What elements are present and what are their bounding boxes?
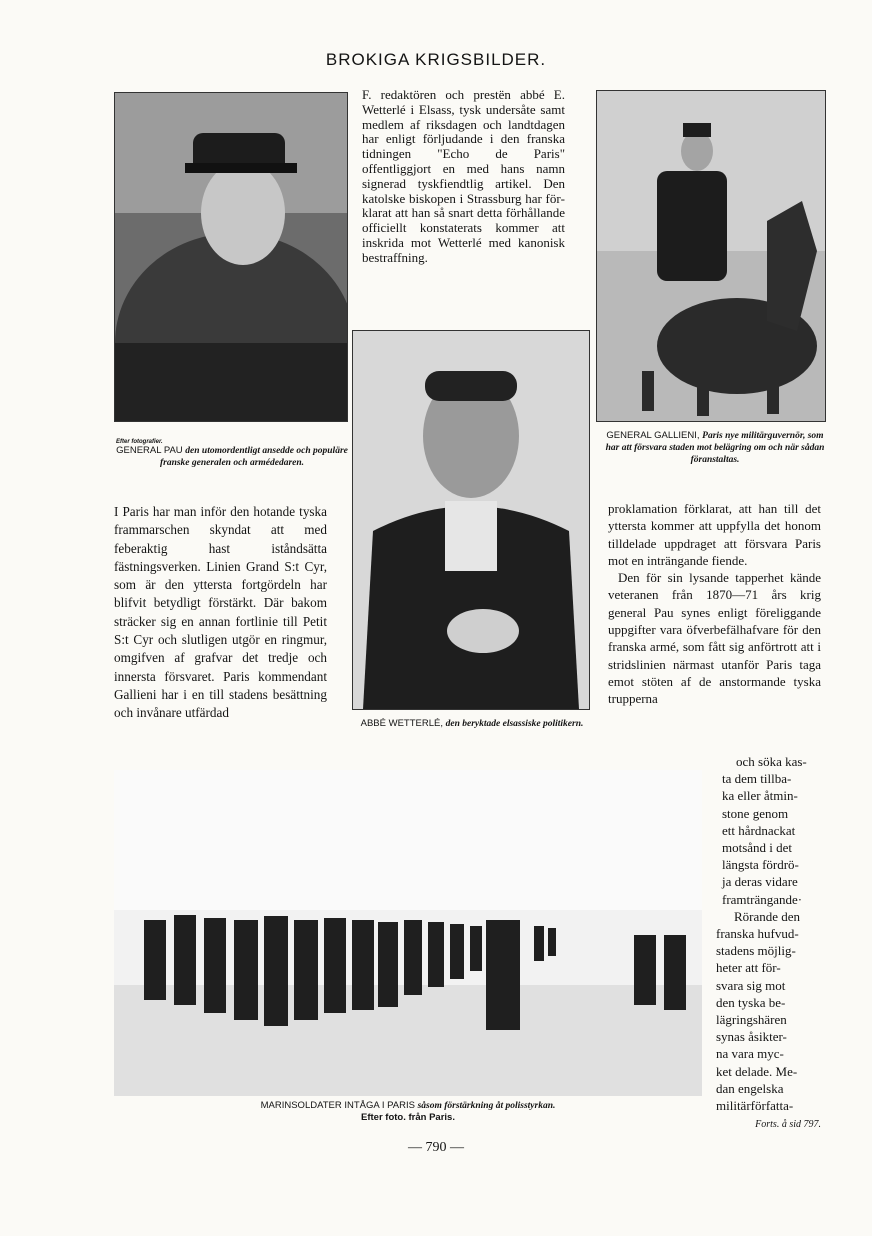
line: ett hårdnackat: [722, 822, 796, 838]
paris-defense-text: I Paris har man inför den hotande tyska frammarschen skyndat att med feberaktig hast iståndsätta fästningsverken. Linien Grand S:t Cyr, som är den yttersta fortgördeln har blifvit betydligt förstärkt. Där bakom sträcker sig en annan fortlinie till Petit S:t Cyr och slutligen utgör en ringmur, omgifven af grafvar det tredje och innersta försvaret. Paris kommendant Gallieni har i en till stadens besättning och invånare utfärdad: [114, 504, 327, 721]
page-title: BROKIGA KRIGSBILDER.: [325, 50, 547, 69]
caption-name: MARINSOLDATER INTÅGA I PARIS: [260, 1100, 415, 1111]
wetterle-article-text: F. redaktören och prestën abbé E. Wetterlé i Elsass, tysk undersåte samt medlem af riksdagen och landtdagen har enligt förljudande i den franska tidningen "Echo de Paris" offentliggjort en med hans namn signerad tyskfiendtlig artikel. Den katolske biskopen i Strassburg har förklarat att han så snart detta förhållande officiellt konstaterats kommer att inskrida mot Wetterlé med kanonisk bestraffning.: [362, 87, 565, 265]
line: ket delade. Me-: [716, 1063, 798, 1079]
caption-abbe-wetterle: [354, 718, 590, 730]
line: lägringshären: [716, 1012, 787, 1028]
line: synas åsikter-: [716, 1029, 787, 1045]
line: stone genom: [722, 805, 789, 821]
line: ka eller åtmin-: [722, 788, 798, 804]
line: ta dem tillba-: [722, 771, 792, 787]
caption-general-pau: [114, 445, 350, 469]
caption-name: GENERAL GALLIENI,: [606, 430, 700, 441]
caption-description: Paris nye militärguvernör, som har att försvara staden mot belägring om och när sådan föranstaltas.: [605, 431, 825, 465]
line: militärförfatta-: [716, 1098, 794, 1114]
line: heter att för-: [716, 960, 781, 976]
proclamation-text: [608, 500, 821, 708]
photo-general-pau: [114, 92, 348, 422]
photo-credit-text: Efter fotografier.: [116, 439, 163, 445]
caption-marine-soldiers: [114, 1100, 702, 1112]
page-number: — 790 —: [408, 1140, 464, 1155]
caption-description: den beryktade elsassiske politikern.: [445, 719, 584, 729]
caption-name: ABBÉ WETTERLÉ,: [360, 718, 443, 729]
photo-marine-soldiers: [114, 770, 702, 1096]
line: motsånd i det: [722, 840, 793, 856]
continued-note: Forts. å sid 797.: [755, 1119, 821, 1131]
line: Rörande den: [734, 908, 801, 924]
paragraph: proklamation förklarat, att han till det yttersta kommer att uppfylla det honom tilldelade uppdraget att försvara Paris mot en inträngande fiende.: [608, 501, 821, 568]
line: framträngande·: [722, 891, 803, 907]
line: svara sig mot: [716, 977, 786, 993]
line: franska hufvud-: [716, 926, 799, 942]
line: dan engelska: [716, 1080, 784, 1096]
line: ja deras vidare: [722, 874, 798, 890]
photo-credit-text: Efter foto. från Paris.: [361, 1112, 455, 1123]
photo-abbe-wetterle: [352, 330, 590, 710]
line: och söka kas-: [736, 754, 807, 769]
caption-description: den utomordentligt ansedde och populäre franske generalen och armédedaren.: [159, 446, 348, 468]
photo-general-gallieni: [596, 90, 826, 422]
line: den tyska be-: [716, 994, 786, 1010]
paragraph: Den för sin lysande tapperhet kände veteranen från 1870—71 års krig general Pau synes enligt föreliggande uppgifter vara öfverbefälhafvare för den franska armé, som fått sig anförtrott att i stridslinien närmast utanför Paris taga emot stöten af de anstormande tyska trupperna: [608, 570, 821, 707]
line: na vara myc-: [716, 1046, 784, 1062]
line: längsta fördrö-: [722, 857, 799, 873]
narrow-column-text: [716, 753, 821, 1133]
caption-general-gallieni: [605, 430, 825, 466]
line: stadens möjlig-: [716, 943, 796, 959]
caption-name: GENERAL PAU: [116, 445, 183, 456]
caption-description: såsom förstärkning åt polisstyrkan.: [417, 1101, 556, 1111]
